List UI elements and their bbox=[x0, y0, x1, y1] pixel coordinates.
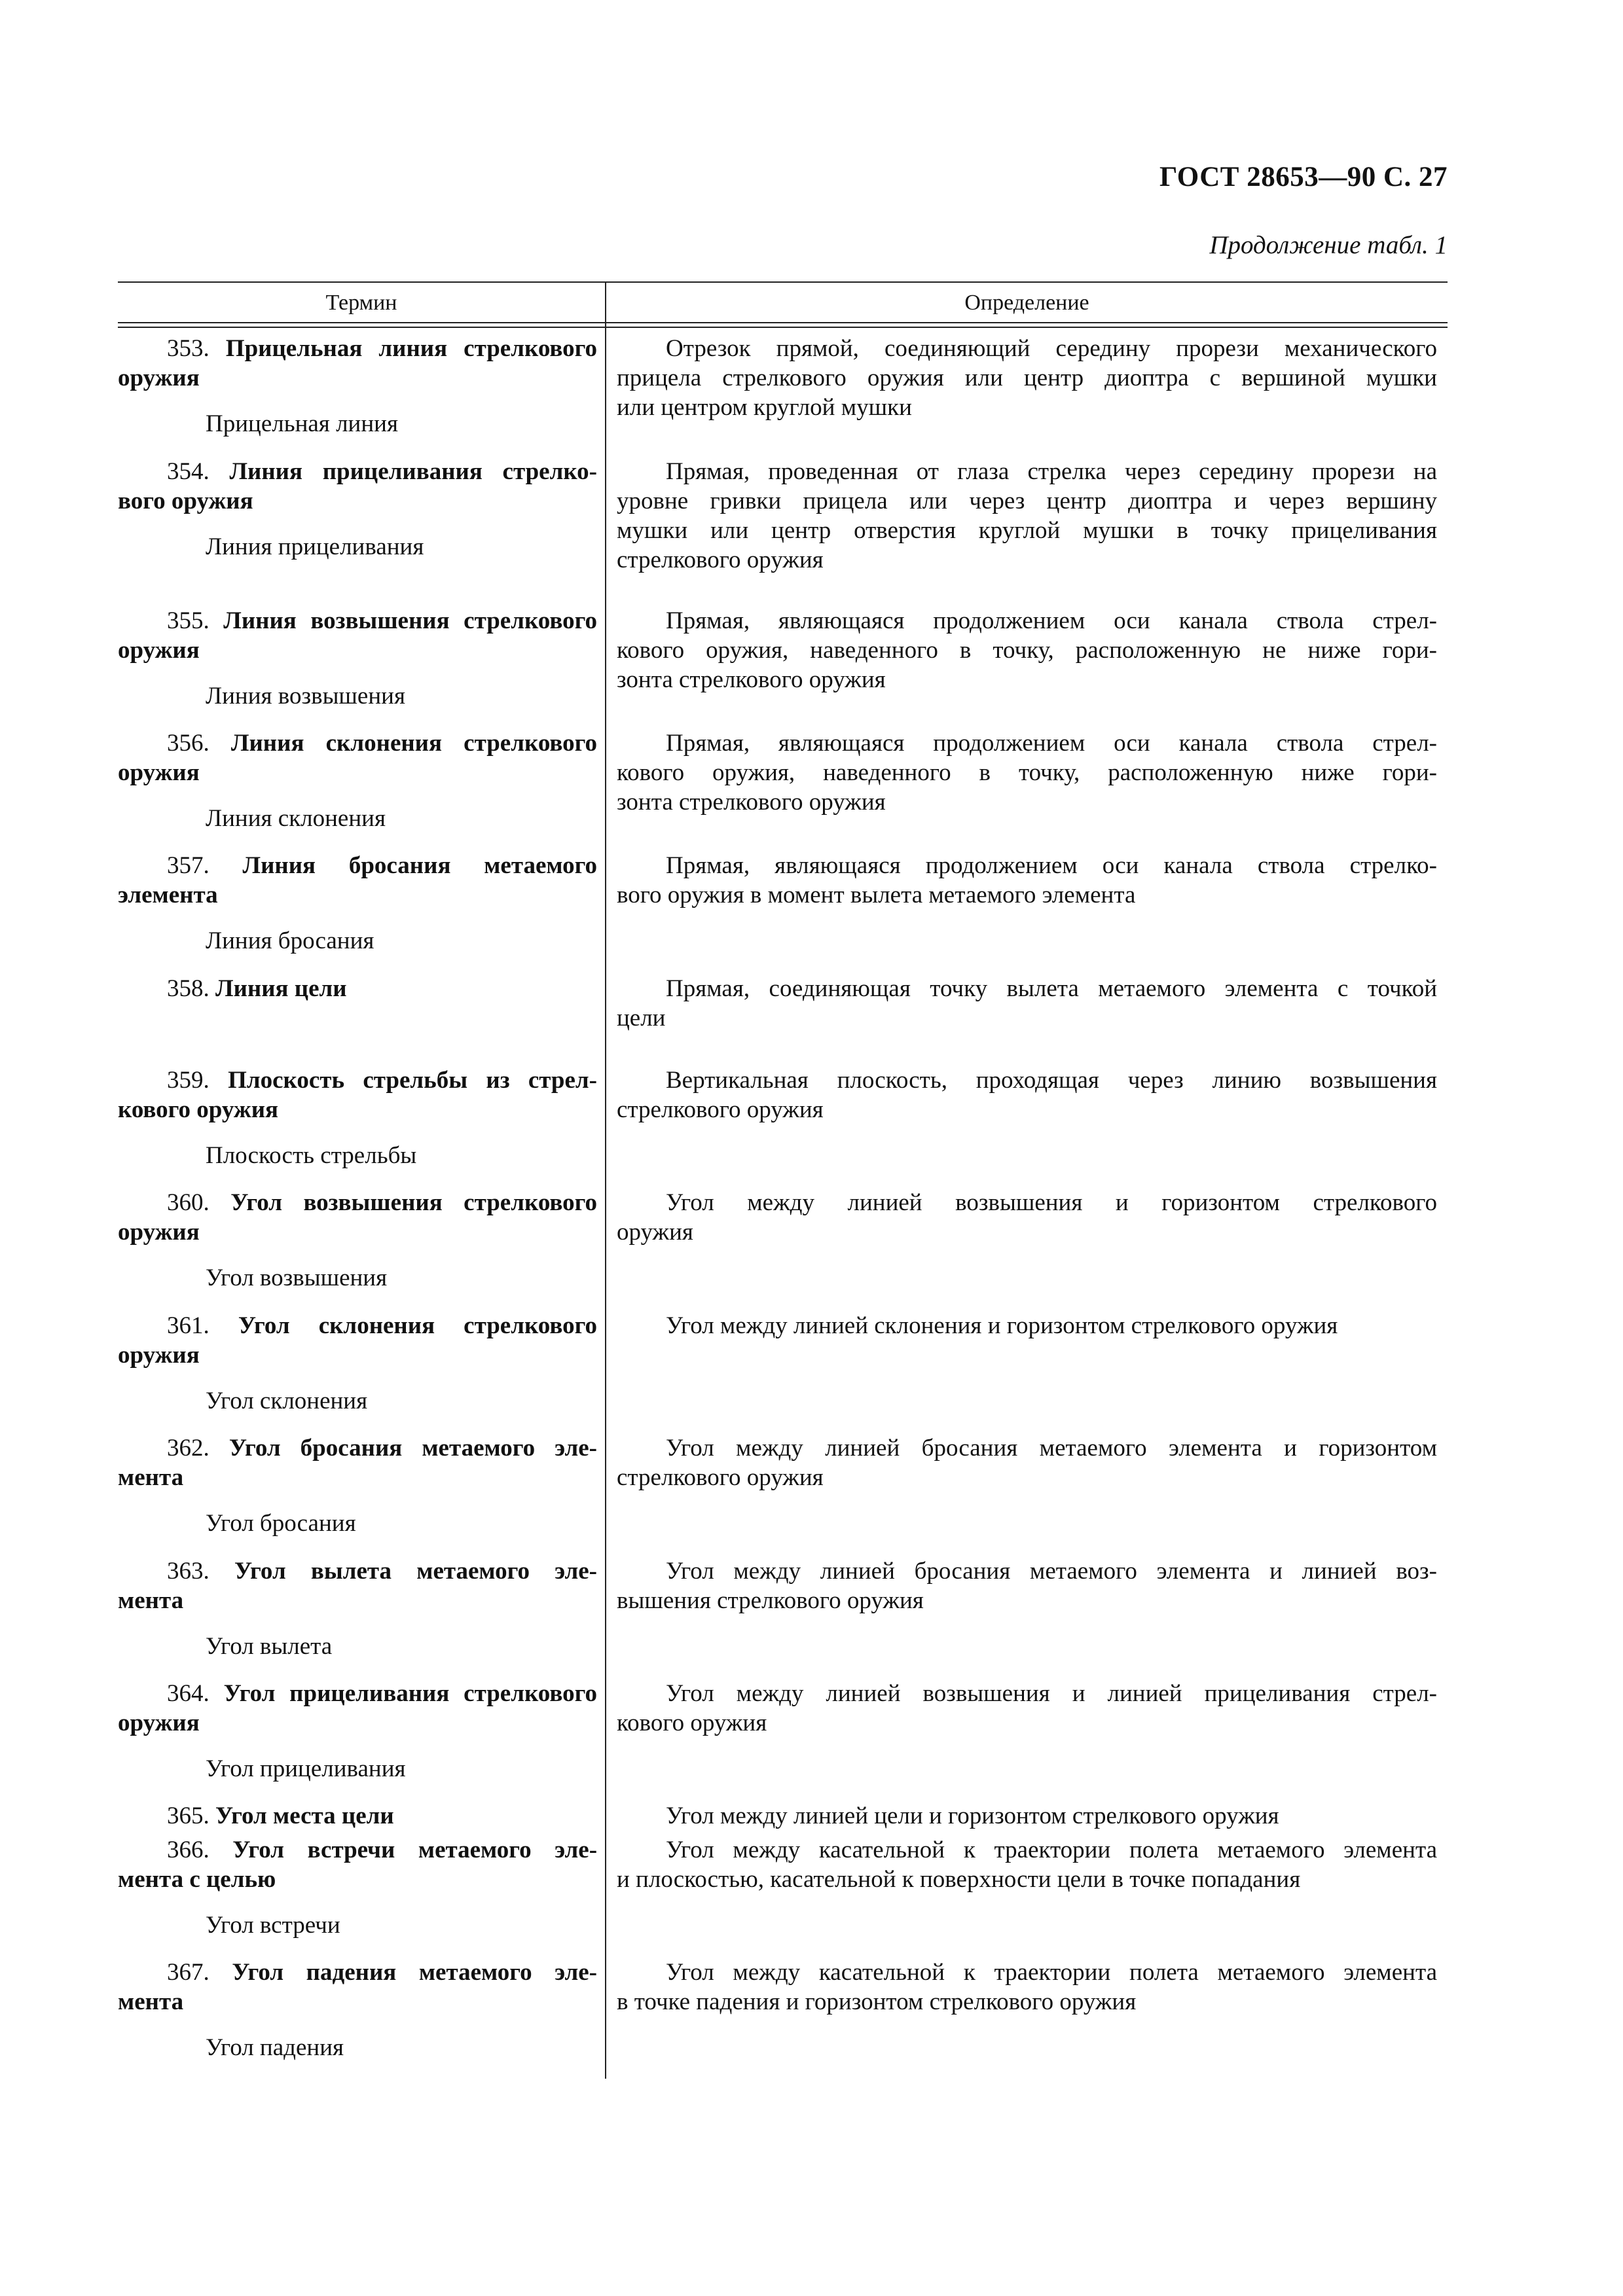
term-cell bbox=[118, 457, 597, 562]
term-cell bbox=[118, 1188, 597, 1293]
term-text: Прицельная линия стрелкового bbox=[225, 335, 598, 362]
term-text: Угол склонения стрелкового bbox=[238, 1312, 597, 1339]
term-first-line bbox=[118, 1556, 597, 1586]
term-cell bbox=[118, 974, 597, 1003]
term-cell bbox=[118, 1835, 597, 1940]
definition-line: Угол между линией возвышения и горизонтом стрелкового bbox=[666, 1189, 1437, 1216]
term-cell bbox=[118, 1958, 597, 2062]
term-continuation-line: мента с целью bbox=[118, 1866, 276, 1893]
term-continuation-line: оружия bbox=[118, 1710, 200, 1736]
definition-line: оружия bbox=[617, 1219, 693, 1246]
definition-line: Вертикальная плоскость, проходящая через линию возвышения bbox=[666, 1067, 1437, 1094]
definition-cell bbox=[617, 1311, 1437, 1340]
definition-line: мушки или центр отверстия круглой мушки в точку прицеливания bbox=[617, 517, 1437, 544]
definition-line: Прямая, проведенная от глаза стрелка через середину прорези на bbox=[666, 458, 1437, 485]
term-continuation-line: кового оружия bbox=[118, 1096, 279, 1123]
definition-cell bbox=[617, 457, 1437, 575]
definition-cell bbox=[617, 1801, 1437, 1831]
table-continuation-note: Продолжение табл. 1 bbox=[1209, 231, 1448, 259]
definition-line: и плоскостью, касательной к поверхности цели в точке попадания bbox=[617, 1866, 1301, 1893]
definition-line: кового оружия, наведенного в точку, расположенную не ниже гори- bbox=[617, 637, 1437, 664]
term-cell bbox=[118, 1433, 597, 1538]
term-text: Угол бросания метаемого эле- bbox=[228, 1435, 598, 1462]
definition-cell bbox=[617, 1188, 1437, 1247]
term-text: Угол встречи метаемого эле- bbox=[232, 1837, 598, 1863]
term-text: Угол прицеливания стрелкового bbox=[223, 1680, 597, 1707]
term-text: Линия цели bbox=[215, 975, 347, 1002]
term-text: Линия склонения стрелкового bbox=[230, 730, 598, 757]
definition-line: Угол между линией бросания метаемого элемента и горизонтом bbox=[666, 1435, 1437, 1462]
term-synonym: Прицельная линия bbox=[206, 410, 398, 437]
definition-line: Угол между касательной к траектории полета метаемого элемента bbox=[666, 1959, 1437, 1986]
term-first-line bbox=[118, 1066, 597, 1095]
term-text: Угол возвышения стрелкового bbox=[230, 1189, 598, 1216]
term-cell bbox=[118, 728, 597, 833]
definition-cell bbox=[617, 1835, 1437, 1894]
definition-line: Угол между линией возвышения и линией прицеливания стрел- bbox=[666, 1680, 1437, 1707]
term-continuation-line: оружия bbox=[118, 1342, 200, 1369]
term-text: Угол падения метаемого эле- bbox=[232, 1959, 597, 1986]
term-text: Линия возвышения стрелкового bbox=[223, 607, 597, 634]
definition-line: кового оружия, наведенного в точку, расположенную ниже гори- bbox=[617, 759, 1437, 786]
definition-line: Прямая, являющаяся продолжением оси канала ствола стрел- bbox=[666, 607, 1437, 634]
definition-line: стрелкового оружия bbox=[617, 1096, 824, 1123]
terms-table bbox=[118, 281, 1448, 2079]
term-number: 362. bbox=[167, 1435, 210, 1462]
term-synonym: Линия бросания bbox=[206, 927, 374, 954]
term-synonym: Угол встречи bbox=[206, 1912, 340, 1939]
definition-line: Отрезок прямой, соединяющий середину прорези механического bbox=[666, 335, 1437, 362]
definition-line: в точке падения и горизонтом стрелкового оружия bbox=[617, 1988, 1137, 2015]
term-first-line bbox=[118, 1835, 597, 1865]
term-number: 359. bbox=[167, 1067, 210, 1094]
term-number: 367. bbox=[167, 1959, 210, 1986]
term-synonym: Угол склонения bbox=[206, 1388, 368, 1414]
term-synonym: Угол возвышения bbox=[206, 1265, 388, 1291]
term-first-line bbox=[118, 728, 597, 758]
definition-line: стрелкового оружия bbox=[617, 1464, 824, 1491]
term-synonym: Линия прицеливания bbox=[206, 533, 424, 560]
definition-cell bbox=[617, 606, 1437, 694]
term-number: 365. bbox=[167, 1803, 210, 1829]
definition-cell bbox=[617, 1679, 1437, 1738]
term-cell bbox=[118, 1556, 597, 1661]
term-first-line bbox=[118, 851, 597, 880]
term-synonym: Угол вылета bbox=[206, 1633, 333, 1660]
term-number: 356. bbox=[167, 730, 210, 757]
definition-line: цели bbox=[617, 1005, 666, 1031]
term-number: 366. bbox=[167, 1837, 210, 1863]
definition-cell bbox=[617, 1066, 1437, 1124]
term-cell bbox=[118, 334, 597, 439]
definition-line: кового оружия bbox=[617, 1710, 767, 1736]
definition-line: или центром круглой мушки bbox=[617, 394, 912, 421]
term-number: 363. bbox=[167, 1558, 210, 1585]
definition-line: Прямая, соединяющая точку вылета метаемого элемента с точкой bbox=[666, 975, 1437, 1002]
column-header-definition: Определение bbox=[964, 291, 1089, 315]
term-number: 358. bbox=[167, 975, 210, 1002]
term-first-line bbox=[118, 974, 597, 1003]
term-cell bbox=[118, 1801, 597, 1831]
term-continuation-line: мента bbox=[118, 1988, 184, 2015]
table-top-rule bbox=[118, 281, 1448, 283]
term-synonym: Линия возвышения bbox=[206, 683, 405, 709]
term-first-line bbox=[118, 334, 597, 363]
term-text: Линия прицеливания стрелко- bbox=[229, 458, 598, 485]
definition-cell bbox=[617, 851, 1437, 910]
term-number: 355. bbox=[167, 607, 210, 634]
term-number: 361. bbox=[167, 1312, 210, 1339]
term-continuation-line: оружия bbox=[118, 1219, 200, 1246]
definition-line: Прямая, являющаяся продолжением оси канала ствола стрелко- bbox=[666, 852, 1437, 879]
term-first-line bbox=[118, 606, 597, 636]
term-synonym: Линия склонения bbox=[206, 805, 386, 832]
term-continuation-line: оружия bbox=[118, 759, 200, 786]
definition-line: зонта стрелкового оружия bbox=[617, 789, 886, 816]
term-continuation-line: оружия bbox=[118, 637, 200, 664]
definition-line: прицела стрелкового оружия или центр диоптра с вершиной мушки bbox=[617, 365, 1437, 391]
term-number: 364. bbox=[167, 1680, 210, 1707]
term-synonym: Угол прицеливания bbox=[206, 1755, 406, 1782]
definition-line: зонта стрелкового оружия bbox=[617, 666, 886, 693]
term-cell bbox=[118, 1679, 597, 1784]
definition-line: Угол между линией цели и горизонтом стрелкового оружия bbox=[666, 1803, 1279, 1829]
term-first-line bbox=[118, 1188, 597, 1217]
definition-cell bbox=[617, 1433, 1437, 1492]
definition-cell bbox=[617, 1958, 1437, 2017]
definition-line: вышения стрелкового оружия bbox=[617, 1587, 924, 1614]
term-cell bbox=[118, 851, 597, 956]
term-text: Угол места цели bbox=[215, 1803, 394, 1829]
header-double-rule bbox=[118, 322, 1448, 328]
term-first-line bbox=[118, 1679, 597, 1708]
term-first-line bbox=[118, 1958, 597, 1987]
term-first-line bbox=[118, 457, 597, 486]
term-continuation-line: элемента bbox=[118, 882, 218, 908]
term-cell bbox=[118, 1311, 597, 1416]
definition-cell bbox=[617, 334, 1437, 422]
term-continuation-line: мента bbox=[118, 1464, 184, 1491]
definition-line: вого оружия в момент вылета метаемого элемента bbox=[617, 882, 1136, 908]
term-text: Плоскость стрельбы из стрел- bbox=[228, 1067, 598, 1094]
column-divider bbox=[605, 281, 606, 2079]
definition-line: Угол между линией склонения и горизонтом стрелкового оружия bbox=[666, 1312, 1338, 1339]
definition-line: уровне гривки прицела или через центр диоптра и через вершину bbox=[617, 488, 1437, 514]
page-header: ГОСТ 28653—90 С. 27 bbox=[1159, 162, 1448, 192]
term-continuation-line: мента bbox=[118, 1587, 184, 1614]
term-cell bbox=[118, 1066, 597, 1170]
term-synonym: Угол бросания bbox=[206, 1510, 356, 1537]
definition-cell bbox=[617, 974, 1437, 1033]
term-continuation-line: вого оружия bbox=[118, 488, 253, 514]
term-first-line bbox=[118, 1311, 597, 1340]
term-first-line bbox=[118, 1433, 597, 1463]
definition-line: Угол между касательной к траектории полета метаемого элемента bbox=[666, 1837, 1437, 1863]
term-synonym: Угол падения bbox=[206, 2034, 344, 2061]
definition-line: Прямая, являющаяся продолжением оси канала ствола стрел- bbox=[666, 730, 1437, 757]
term-continuation-line: оружия bbox=[118, 365, 200, 391]
definition-cell bbox=[617, 1556, 1437, 1615]
definition-line: стрелкового оружия bbox=[617, 547, 824, 573]
term-number: 353. bbox=[167, 335, 210, 362]
definition-cell bbox=[617, 728, 1437, 817]
term-text: Угол вылета метаемого эле- bbox=[234, 1558, 598, 1585]
term-number: 357. bbox=[167, 852, 210, 879]
term-cell bbox=[118, 606, 597, 711]
term-text: Линия бросания метаемого bbox=[242, 852, 598, 879]
term-number: 354. bbox=[167, 458, 210, 485]
term-synonym: Плоскость стрельбы bbox=[206, 1142, 417, 1169]
term-first-line bbox=[118, 1801, 597, 1831]
definition-line: Угол между линией бросания метаемого элемента и линией воз- bbox=[666, 1558, 1437, 1585]
column-header-term: Термин bbox=[325, 291, 397, 315]
term-number: 360. bbox=[167, 1189, 210, 1216]
